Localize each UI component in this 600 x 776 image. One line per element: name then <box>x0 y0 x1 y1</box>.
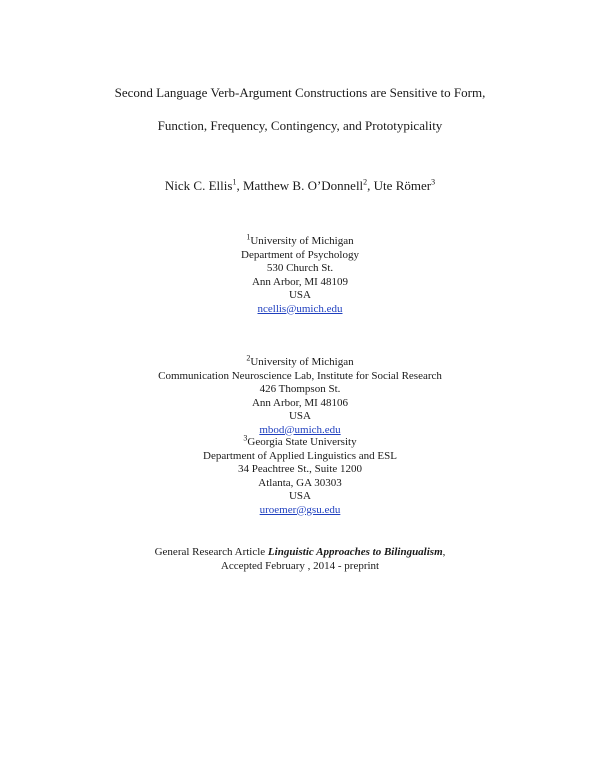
affiliation-department: Department of Psychology <box>241 248 359 261</box>
publication-note-line-2: Accepted February , 2014 - preprint <box>220 560 380 572</box>
affiliation-city: Atlanta, GA 30303 <box>258 476 342 489</box>
email-link[interactable]: mbod@umich.edu <box>259 423 341 436</box>
author-name: Nick C. Ellis <box>164 178 233 193</box>
publication-note-line-1: General Research Article Linguistic Approaches to Bilingualism, <box>154 546 446 558</box>
affiliation-marker: 1 <box>246 232 251 242</box>
paper-title-line-1: Second Language Verb-Argument Constructions are Sensitive to Form, <box>114 85 486 100</box>
affiliation-block <box>0 433 600 517</box>
affiliation-street: 34 Peachtree St., Suite 1200 <box>237 463 363 475</box>
author-separator: , <box>367 178 374 193</box>
affiliation-institution: $^1$University of Michigan <box>246 232 354 247</box>
affiliation-country: USA <box>288 289 311 301</box>
email-link[interactable]: uroemer@gsu.edu <box>259 503 341 516</box>
affiliation-country: USA <box>288 410 311 422</box>
affiliation-department: Department of Applied Linguistics and ESL <box>203 449 397 462</box>
affiliation-institution: $^3$Georgia State University <box>243 433 357 448</box>
affiliation-institution: $^2$University of Michigan <box>246 353 354 368</box>
author-affiliation-marker: 3 <box>431 177 436 187</box>
affiliation-block <box>0 232 600 316</box>
publication-note <box>0 545 600 573</box>
paper-title-line-2: Function, Frequency, Contingency, and Prototypicality <box>157 118 443 133</box>
author-separator: , <box>236 178 243 193</box>
author-name: Matthew B. O’Donnell <box>242 178 364 193</box>
affiliation-city: Ann Arbor, MI 48106 <box>251 396 349 409</box>
affiliation-country: USA <box>288 490 311 502</box>
affiliation-street: 426 Thompson St. <box>259 383 341 395</box>
author-name: Ute Römer <box>373 178 432 193</box>
email-link[interactable]: ncellis@umich.edu <box>257 302 343 315</box>
author-affiliation-marker: 1 <box>232 177 237 187</box>
affiliation-block <box>0 353 600 437</box>
journal-name: Linguistic Approaches to Bilingualism <box>267 546 443 558</box>
affiliation-marker: 2 <box>246 353 251 363</box>
author-list <box>0 178 600 194</box>
author-affiliation-marker: 2 <box>363 177 368 187</box>
affiliation-marker: 3 <box>243 433 248 443</box>
affiliation-street: 530 Church St. <box>266 262 334 274</box>
affiliation-city: Ann Arbor, MI 48109 <box>251 275 349 288</box>
affiliation-department: Communication Neuroscience Lab, Institute for Social Research <box>158 369 442 382</box>
